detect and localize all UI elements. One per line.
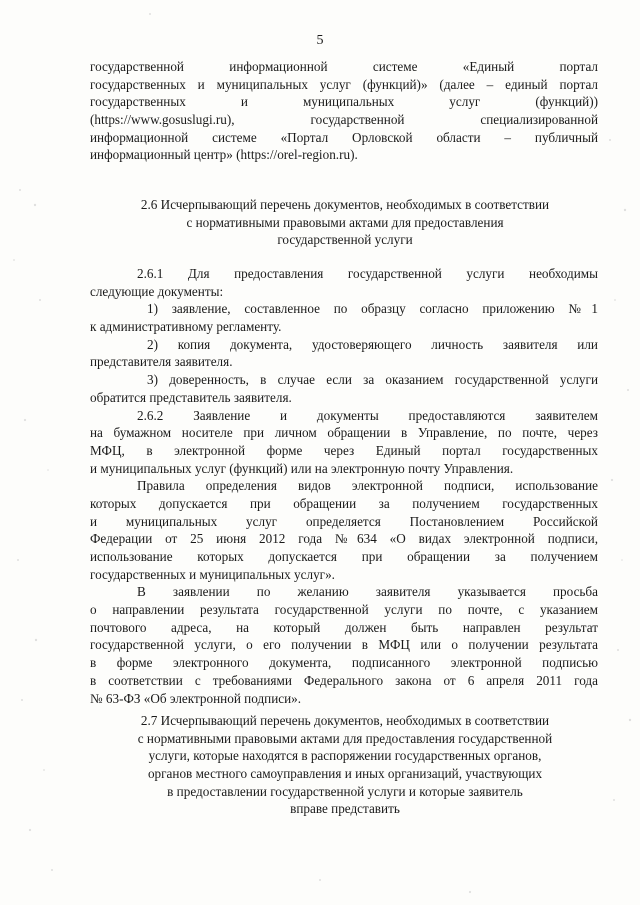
heading-line: 2.6 Исчерпывающий перечень документов, необходимых в соответствии: [140, 197, 550, 212]
text-line: следующие документы:: [90, 283, 224, 299]
section-heading-2-6: [100, 196, 590, 249]
text-line: МФЦ, в электронной форме через Единый портал государственных: [90, 442, 598, 458]
text-line: государственных и муниципальных услуг (функций)» (далее – единый портал: [90, 76, 598, 92]
text-line: Федерации от 25 июня 2012 года №634 «О видах электронной подписи,: [90, 531, 598, 547]
text-line: 2) копия документа, удостоверяющего личность заявителя или: [147, 336, 598, 352]
heading-line: в предоставлении государственной услуги и которые заявитель: [167, 783, 523, 799]
text-line: почтового адреса, на который должен быть направлен результат: [90, 619, 598, 635]
page-number: 5: [316, 33, 324, 48]
text-line: Правила определения видов электронной подписи, использование: [137, 478, 598, 494]
heading-line: услуги, которые находятся в распоряжении государственных органов,: [148, 748, 542, 764]
text-line: и муниципальных услуг определяется Постановлением Российской: [90, 513, 598, 529]
section-heading-2-7: [95, 712, 595, 818]
text-line: 2.6.1 Для предоставления государственной услуги необходимы: [137, 266, 598, 281]
text-line: о направлении результата государственной услуги по почте, с указанием: [90, 602, 598, 618]
text-line: № 63-ФЗ «Об электронной подписи».: [90, 690, 302, 706]
text-line: государственной услуги, о его получении в МФЦ или о получении результата: [90, 637, 598, 653]
heading-line: органов местного самоуправления и иных организаций, участвующих: [147, 766, 543, 782]
text-line: государственных и муниципальных услуг (функций)): [90, 94, 598, 110]
text-line: информационный центр» (https://orel-region.ru).: [90, 147, 358, 163]
heading-line: вправе представить: [290, 801, 400, 817]
text-line: государственных и муниципальных услуг».: [90, 566, 335, 582]
text-line: государственной информационной системе «Единый портал: [90, 59, 598, 74]
text-line: на бумажном носителе при личном обращении в Управление, по почте, через: [90, 425, 598, 441]
heading-line: 2.7 Исчерпывающий перечень документов, необходимых в соответствии: [140, 713, 550, 728]
text-line: использование которых допускается при обращении за получением: [90, 549, 598, 564]
text-line: представителя заявителя.: [90, 354, 233, 370]
heading-line: с нормативными правовыми актами для предоставления: [186, 214, 504, 230]
section-body: [90, 265, 598, 707]
text-line: (https://www.gosuslugi.ru), государственной специализированной: [90, 112, 598, 128]
text-line: и муниципальных услуг (функций) или на электронную почту Управления.: [90, 460, 514, 476]
text-line: обратится представитель заявителя.: [90, 389, 292, 405]
text-line: которых допускается при обращении за получением государственных: [90, 495, 598, 511]
text-line: информационной системе «Портал Орловской области – публичный: [90, 129, 598, 145]
intro-paragraph: [90, 58, 598, 164]
text-line: 2.6.2 Заявление и документы предоставляются заявителем: [137, 407, 598, 423]
text-line: в форме электронного документа, подписанного электронной подписью: [90, 655, 598, 671]
text-line: 1) заявление, составленное по образцу согласно приложению №1: [147, 301, 598, 317]
heading-line: государственной услуги: [277, 232, 413, 248]
text-line: 3) доверенность, в случае если за оказанием государственной услуги: [147, 372, 598, 388]
heading-line: с нормативными правовыми актами для предоставления государственной: [137, 730, 553, 746]
text-line: В заявлении по желанию заявителя указывается просьба: [137, 584, 598, 600]
text-line: к административному регламенту.: [90, 319, 282, 335]
text-line: в соответствии с требованиями Федерального закона от 6 апреля 2011 года: [90, 672, 598, 688]
